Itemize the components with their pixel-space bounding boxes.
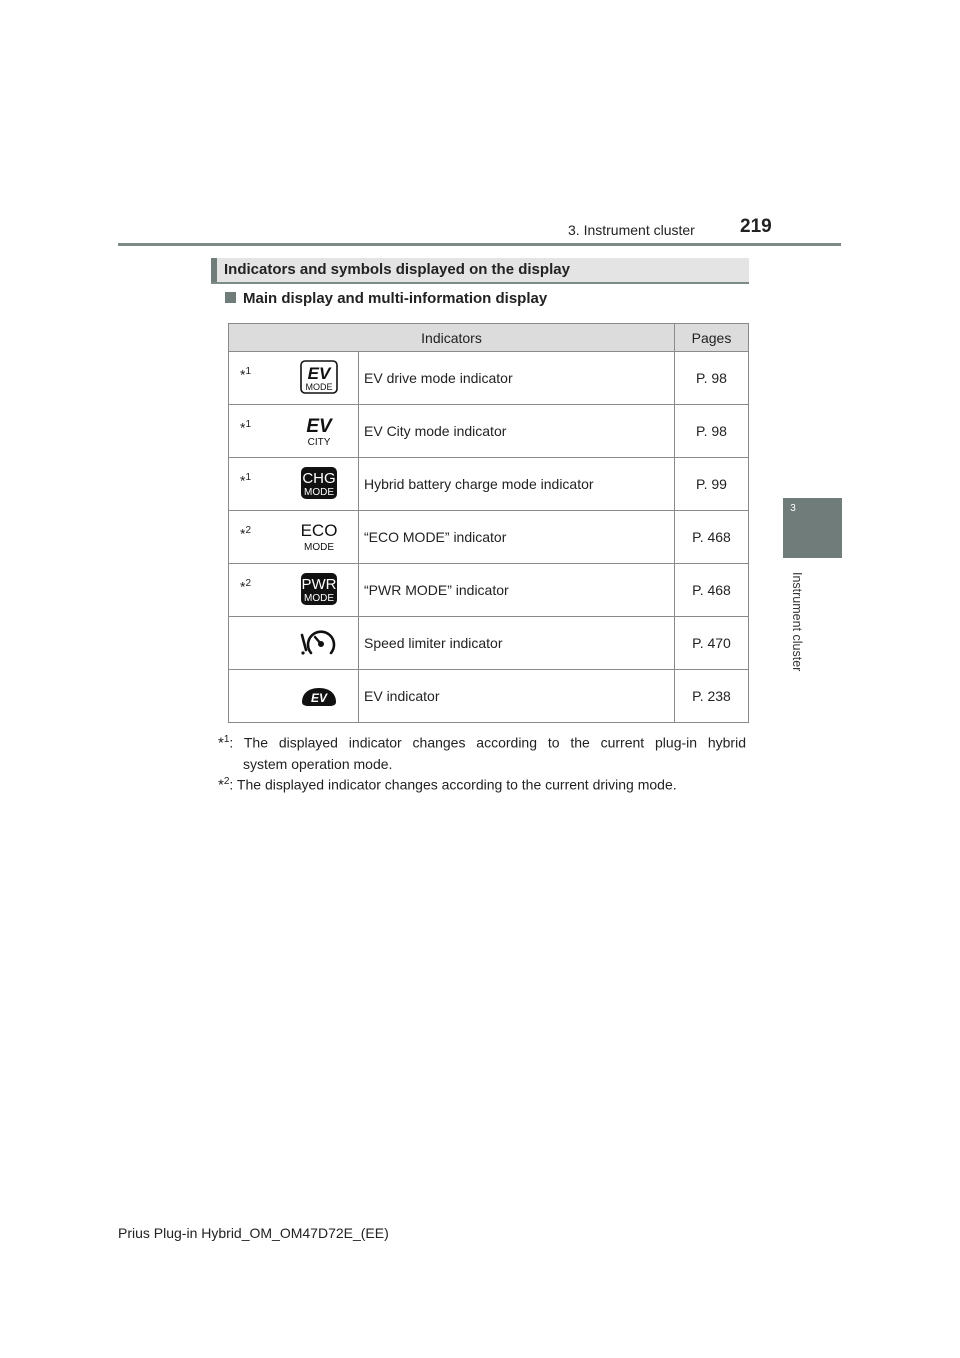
table-row <box>229 564 749 617</box>
svg-text:MODE: MODE <box>304 486 334 498</box>
row-page: P. 470 <box>675 617 749 670</box>
section-title: 3. Instrument cluster <box>568 222 695 238</box>
header-pages: Pages <box>675 324 749 352</box>
row-name: “ECO MODE” indicator <box>359 511 675 564</box>
subheading-text: Main display and multi-information display <box>243 290 548 307</box>
row-page: P. 98 <box>675 405 749 458</box>
row-note: *$^2$ <box>229 511 281 564</box>
svg-text:ECO: ECO <box>300 520 338 540</box>
row-note: *$^1$ <box>229 458 281 511</box>
row-note: *$^1$ <box>229 405 281 458</box>
subheading <box>225 290 547 307</box>
row-note: *$^1$ <box>229 352 281 405</box>
footnote-2: *$^2$: The displayed indicator changes according to the current driving mode. <box>218 776 677 794</box>
table-header-row <box>229 324 749 352</box>
section-heading <box>211 258 749 284</box>
heading-accent-bar <box>211 258 217 282</box>
page-number: 219 <box>740 216 772 237</box>
eco-mode-icon <box>300 519 338 556</box>
table-row <box>229 405 749 458</box>
row-page: P. 99 <box>675 458 749 511</box>
row-name: Speed limiter indicator <box>359 617 675 670</box>
svg-text:MODE: MODE <box>305 381 333 392</box>
footer-document-id: Prius Plug-in Hybrid_OM_OM47D72E_(EE) <box>118 1225 389 1241</box>
pwr-mode-icon <box>300 572 338 609</box>
speed-limiter-icon <box>299 626 339 661</box>
row-name: EV drive mode indicator <box>359 352 675 405</box>
table-row <box>229 352 749 405</box>
chg-mode-icon <box>300 466 338 503</box>
row-name: EV City mode indicator <box>359 405 675 458</box>
svg-text:EV: EV <box>306 415 332 437</box>
row-page: P. 468 <box>675 564 749 617</box>
svg-text:PWR: PWR <box>301 575 337 593</box>
square-bullet-icon <box>225 292 236 303</box>
svg-text:CITY: CITY <box>307 436 331 447</box>
header-indicators: Indicators <box>229 324 675 352</box>
svg-text:MODE: MODE <box>304 592 334 604</box>
row-note: *$^2$ <box>229 564 281 617</box>
footnote-1: *$^1$: The displayed indicator changes according to the current plug-in hybrid system operation mode. <box>218 734 746 772</box>
ev-indicator-icon <box>299 680 339 713</box>
row-note <box>229 617 281 670</box>
row-name: EV indicator <box>359 670 675 723</box>
svg-text:CHG: CHG <box>302 469 336 487</box>
header-rule <box>118 243 841 246</box>
row-page: P. 98 <box>675 352 749 405</box>
svg-text:EV: EV <box>307 363 331 383</box>
row-name: “PWR MODE” indicator <box>359 564 675 617</box>
svg-text:MODE: MODE <box>304 541 334 553</box>
table-row <box>229 670 749 723</box>
table-row <box>229 458 749 511</box>
ev-city-icon <box>300 413 338 450</box>
chapter-label: Instrument cluster <box>790 572 804 672</box>
row-page: P. 468 <box>675 511 749 564</box>
indicator-table <box>228 323 749 723</box>
svg-text:EV: EV <box>310 690 328 705</box>
row-name: Hybrid battery charge mode indicator <box>359 458 675 511</box>
section-heading-text: Indicators and symbols displayed on the display <box>224 261 570 278</box>
ev-mode-icon <box>300 360 338 397</box>
row-page: P. 238 <box>675 670 749 723</box>
chapter-number: 3 <box>790 503 796 514</box>
row-note <box>229 670 281 723</box>
table-row <box>229 511 749 564</box>
table-row <box>229 617 749 670</box>
